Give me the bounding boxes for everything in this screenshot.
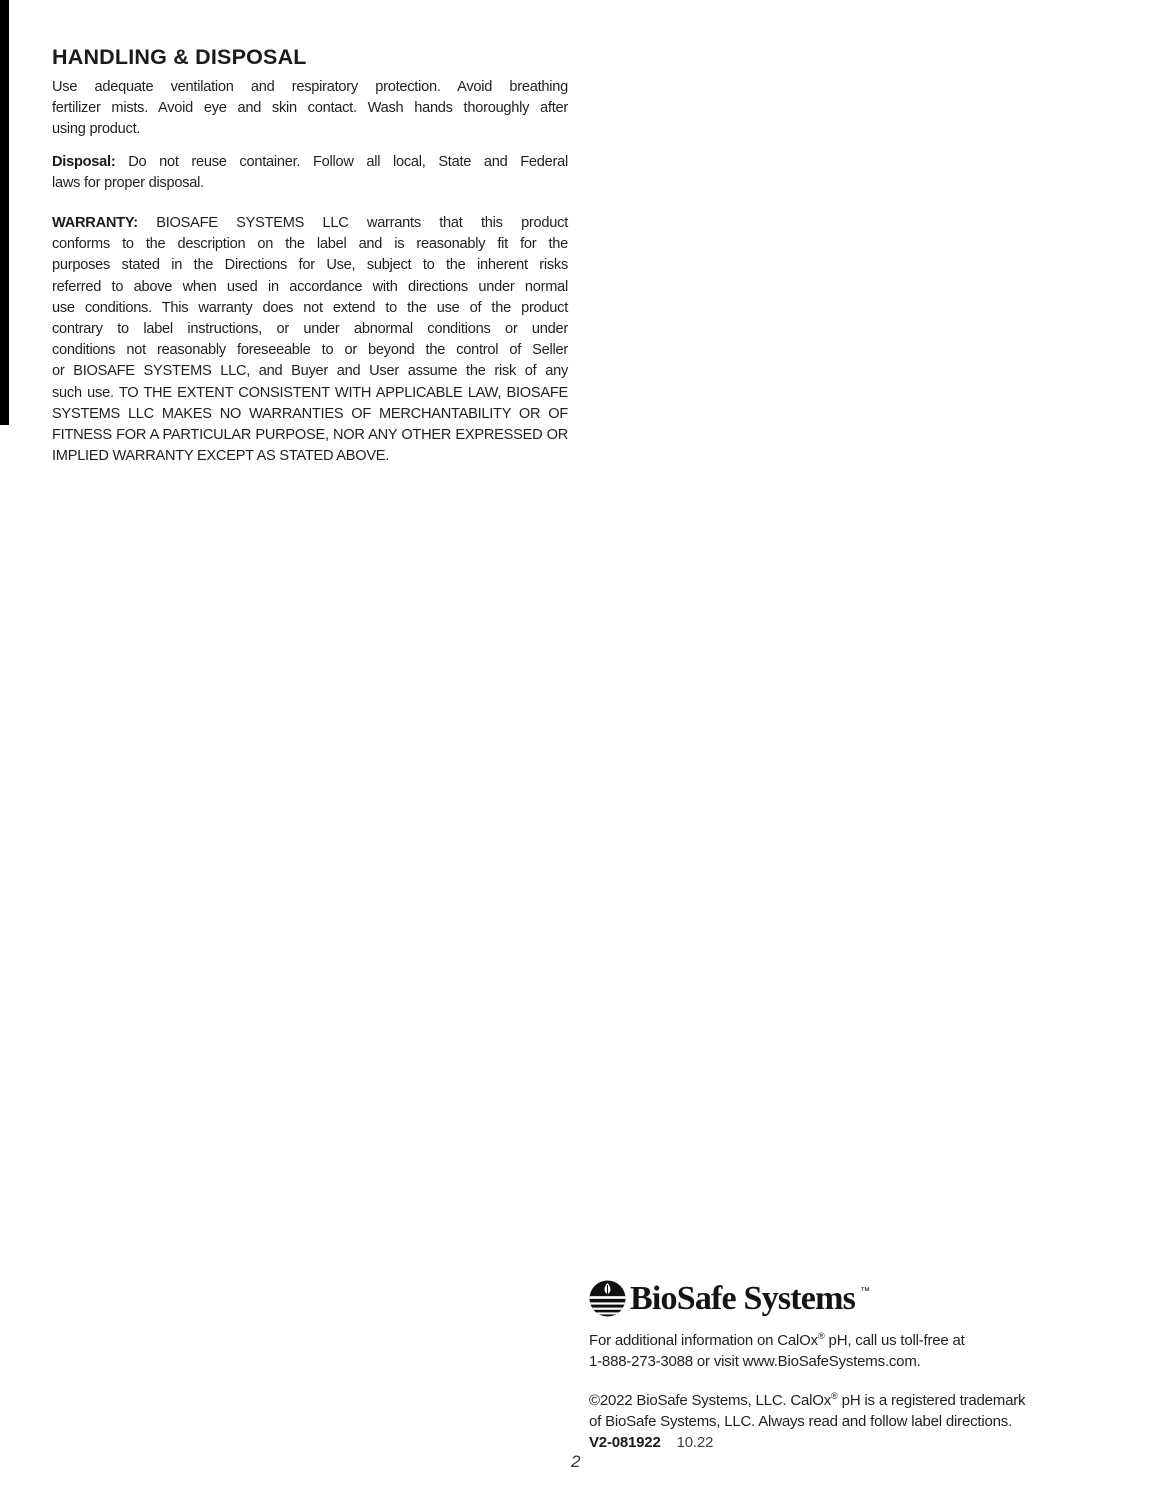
biosafe-systems-logo bbox=[589, 1280, 1099, 1317]
left-margin-crop-bar bbox=[0, 0, 9, 425]
text-line: use conditions. This warranty does not extend to the use of the product bbox=[52, 299, 568, 316]
text-line bbox=[52, 152, 568, 173]
text-line: SYSTEMS LLC MAKES NO WARRANTIES OF MERCHANTABILITY OR OF bbox=[52, 405, 568, 422]
text-line: laws for proper disposal. bbox=[52, 174, 204, 191]
footer-contact-info bbox=[589, 1326, 1099, 1372]
section-title: HANDLING & DISPOSAL bbox=[52, 45, 307, 69]
revision-number: 10.22 bbox=[676, 1434, 714, 1451]
text-run: For additional information on CalOx bbox=[589, 1332, 818, 1349]
text-line bbox=[52, 213, 568, 234]
biosafe-globe-leaf-icon bbox=[589, 1280, 626, 1317]
text-run: pH is a registered trademark bbox=[837, 1392, 1026, 1409]
registered-symbol: ® bbox=[831, 1391, 838, 1401]
text-run: of BioSafe Systems, LLC. Always read and follow label directions. bbox=[589, 1413, 1013, 1430]
text-run: pH, call us toll-free at bbox=[824, 1332, 965, 1349]
text-line: using product. bbox=[52, 121, 141, 138]
footer-version-line bbox=[589, 1432, 1099, 1453]
text-line: conditions not reasonably foreseeable to or beyond the control of Seller bbox=[52, 342, 568, 359]
registered-symbol: ® bbox=[817, 1331, 825, 1341]
text-line: purposes stated in the Directions for Use, subject to the inherent risks bbox=[52, 257, 568, 274]
logo-wordmark: BioSafe Systems bbox=[630, 1279, 856, 1317]
trademark-symbol: ™ bbox=[860, 1286, 870, 1297]
text-run: ©2022 BioSafe Systems, LLC. CalOx bbox=[589, 1392, 832, 1409]
page-number: 2 bbox=[571, 1452, 581, 1471]
text-line: IMPLIED WARRANTY EXCEPT AS STATED ABOVE. bbox=[52, 448, 390, 465]
text-line: contrary to label instructions, or under abnormal conditions or under bbox=[52, 321, 568, 338]
text-run: BIOSAFE SYSTEMS LLC warrants that this product bbox=[137, 215, 568, 232]
text-line: Use adequate ventilation and respiratory protection. Avoid breathing bbox=[52, 79, 568, 95]
footer-phone-url-line: 1-888-273-3088 or visit www.BioSafeSystems.com. bbox=[589, 1353, 921, 1370]
text-line: referred to above when used in accordance with directions under normal bbox=[52, 278, 568, 295]
text-line: fertilizer mists. Avoid eye and skin contact. Wash hands thoroughly after bbox=[52, 100, 568, 117]
text-line: FITNESS FOR A PARTICULAR PURPOSE, NOR ANY OTHER EXPRESSED OR bbox=[52, 427, 568, 444]
text-line: or BIOSAFE SYSTEMS LLC, and Buyer and User assume the risk of any bbox=[52, 363, 568, 380]
footer-copyright bbox=[589, 1386, 1099, 1432]
footer-block bbox=[589, 1280, 1099, 1453]
text-line: conforms to the description on the label and is reasonably fit for the bbox=[52, 236, 568, 253]
text-line: such use. TO THE EXTENT CONSISTENT WITH APPLICABLE LAW, BIOSAFE bbox=[52, 384, 568, 401]
disposal-label: Disposal: bbox=[52, 153, 116, 170]
version-code: V2-081922 bbox=[589, 1434, 661, 1451]
warranty-paragraph bbox=[52, 213, 568, 467]
disposal-paragraph bbox=[52, 152, 568, 194]
handling-paragraph bbox=[52, 77, 568, 141]
text-run: Do not reuse container. Follow all local, State and Federal bbox=[115, 153, 568, 170]
warranty-label: WARRANTY: bbox=[52, 215, 138, 232]
handling-disposal-section bbox=[52, 44, 568, 467]
